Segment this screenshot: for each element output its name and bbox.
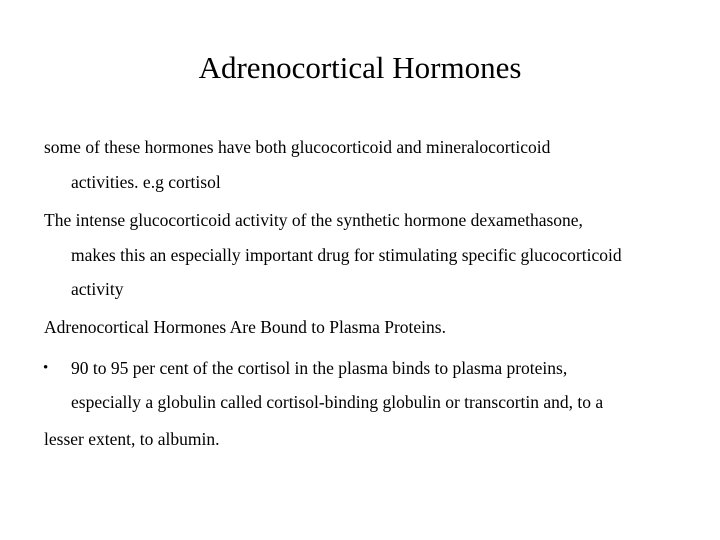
- section-heading: Adrenocortical Hormones Are Bound to Plasma Proteins.: [44, 317, 446, 337]
- bullet-icon: •: [43, 360, 49, 376]
- bullet-text-line: 90 to 95 per cent of the cortisol in the plasma binds to plasma proteins,: [71, 358, 568, 378]
- body-text-line: makes this an especially important drug for stimulating specific glucocorticoid: [71, 245, 622, 265]
- bullet-text-line: lesser extent, to albumin.: [44, 429, 220, 449]
- body-text-line: activities. e.g cortisol: [71, 172, 221, 192]
- body-text-line: activity: [71, 279, 124, 299]
- slide-title: Adrenocortical Hormones: [198, 50, 522, 85]
- body-text-line: The intense glucocorticoid activity of the synthetic hormone dexamethasone,: [44, 210, 583, 230]
- body-text-line: some of these hormones have both glucocorticoid and mineralocorticoid: [44, 137, 551, 157]
- bullet-text-line: especially a globulin called cortisol-binding globulin or transcortin and, to a: [71, 392, 604, 412]
